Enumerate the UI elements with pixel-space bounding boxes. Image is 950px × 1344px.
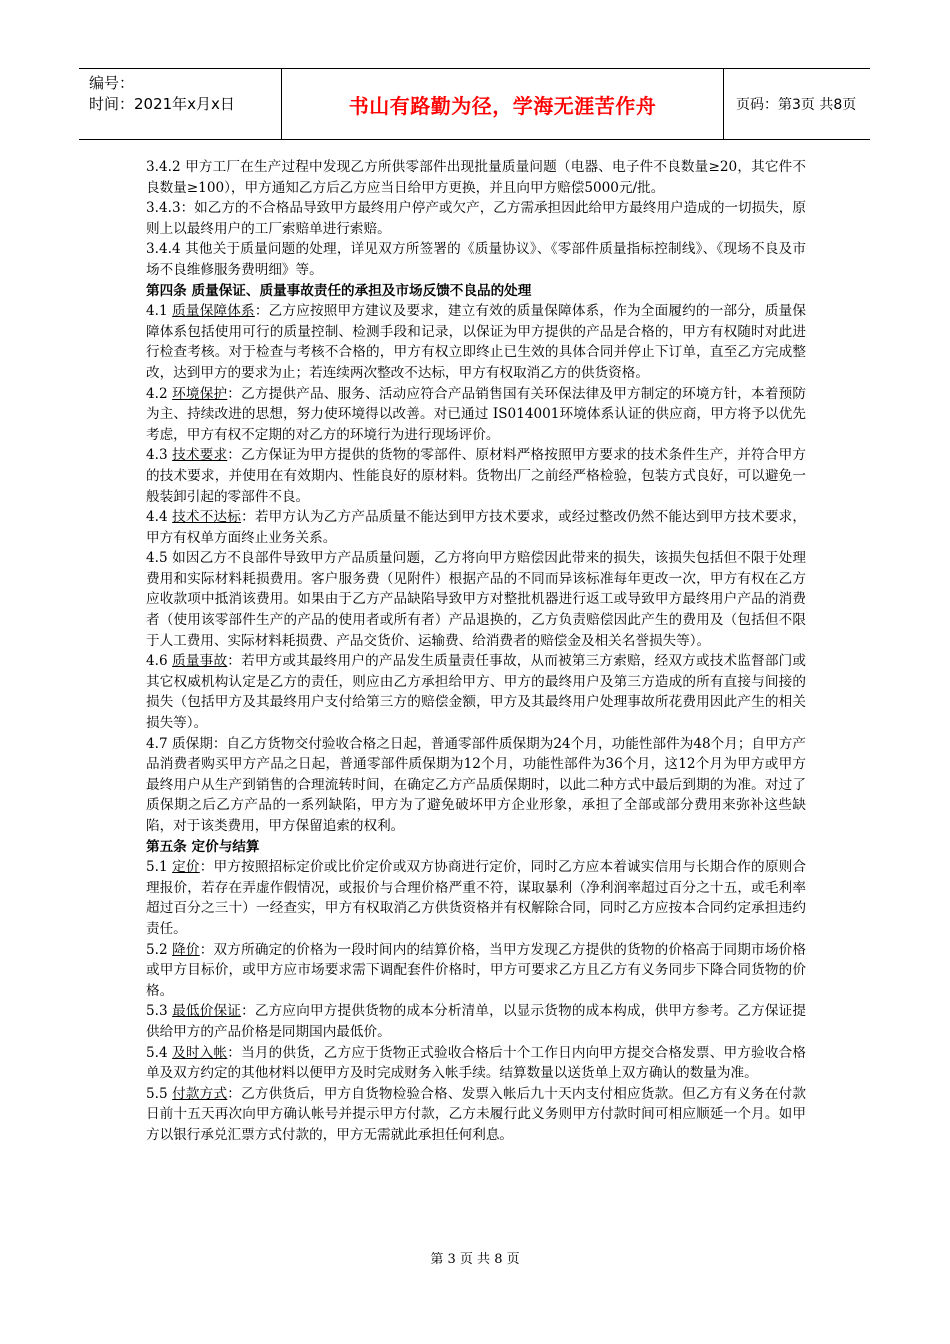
document-time-label: 时间：2021年x月x日 (89, 95, 235, 113)
clause-paragraph (146, 651, 806, 733)
clause-text: ：当月的供货，乙方应于货物正式验收合格后十个工作日内向甲方提交合格发票、甲方验收合格单及双方约定的其他材料以便甲方及时完成财务入帐手续。结算数量以送货单上双方确认的数量为准。 (146, 1044, 807, 1082)
header-motto: 书山有路勤为径，学海无涯苦作舟 (348, 93, 657, 118)
clause-paragraph (146, 157, 806, 198)
clause-text: 3.4.3：如乙方的不合格品导致甲方最终用户停产或欠产，乙方需承担因此给甲方最终用户造成的一切损失，原则上以最终用户的工厂索赔单进行索赔。 (146, 200, 806, 237)
header-page-cell (724, 69, 870, 139)
clause-paragraph (146, 734, 806, 837)
header-motto-cell (282, 69, 724, 139)
clause-title: 质量事故 (172, 653, 228, 670)
clause-paragraph (146, 301, 806, 383)
section-heading (146, 837, 806, 858)
clause-title: 技术不达标 (172, 509, 242, 526)
document-number-label: 编号： (89, 74, 135, 92)
clause-text: 4.6 (146, 653, 173, 670)
section-heading (146, 281, 806, 302)
clause-text: ：乙方保证为甲方提供的货物的零部件、原材料严格按照甲方要求的技术条件生产，并符合甲方的技术要求，并使用在有效期内、性能良好的原材料。货物出厂之前经严格检验，包装方式良好，可以避免一般装卸引起的零部件不良。 (146, 447, 807, 505)
clause-paragraph (146, 1001, 806, 1042)
clause-text: ：双方所确定的价格为一段时间内的结算价格，当甲方发现乙方提供的货物的价格高于同期市场价格或甲方目标价，或甲方应市场要求需下调配套件价格时，甲方可要求乙方且乙方有义务同步下降合同货物的价格。 (146, 941, 807, 999)
footer-page-number: 第 3 页 共 8 页 (430, 1252, 520, 1267)
clause-text: 第五条 定价与结算 (146, 838, 260, 855)
clause-text: 4.7 质保期：自乙方货物交付验收合格之日起，普通零部件质保期为24个月，功能性部件为48个月；自甲方产品消费者购买甲方产品之日起，普通零部件质保期为12个月，功能性部件为36个月，这12个月为甲方或甲方最终用户从生产到销售的合理流转时间，在确定乙方产品质保期时，以此二种方式中最后到期的为准。对过了质保期之后乙方产品的一系列缺陷，甲方为了避免破坏甲方企业形象，承担了全部或部分费用来弥补这些缺陷，对于该类费用，甲方保留追索的权利。 (146, 735, 806, 834)
clause-paragraph (146, 507, 806, 548)
clause-paragraph (146, 940, 806, 1002)
clause-text: ：乙方应按照甲方建议及要求，建立有效的质量保障体系，作为全面履约的一部分，质量保障体系包括使用可行的质量控制、检测手段和记录，以保证为甲方提供的产品是合格的，甲方有权随时对此进行检查考核。对于检查与考核不合格的，甲方有权立即终止已生效的具体合同并停止下订单，直至乙方完成整改，达到甲方的要求为止；若连续两次整改不达标，甲方有权取消乙方的供货资格。 (146, 303, 806, 381)
clause-text: ：乙方提供产品、服务、活动应符合产品销售国有关环保法律及甲方制定的环境方针，本着预防为主、持续改进的思想，努力使环境得以改善。对已通过 IS014001环境体系认证的供应商，甲方将予以优先考虑，甲方有权不定期的对乙方的环境行为进行现场评价。 (146, 385, 807, 443)
clause-title: 质量保障体系 (172, 303, 255, 320)
clause-text: ：乙方供货后，甲方自货物检验合格、发票入帐后九十天内支付相应货款。但乙方有义务在付款日前十五天再次向甲方确认帐号并提示甲方付款，乙方未履行此义务则甲方付款时间可相应顺延一个月。如甲方以银行承兑汇票方式付款的，甲方无需就此承担任何利息。 (146, 1085, 807, 1143)
clause-paragraph (146, 198, 806, 239)
page-header (79, 68, 870, 140)
clause-title: 环境保护 (172, 385, 228, 402)
clause-paragraph (146, 548, 806, 651)
document-body (146, 157, 806, 1146)
clause-title: 降价 (172, 941, 200, 958)
clause-title: 技术要求 (172, 447, 228, 464)
clause-paragraph (146, 857, 806, 939)
clause-text: ：若甲方认为乙方产品质量不能达到甲方技术要求，或经过整改仍然不能达到甲方技术要求，甲方有权单方面终止业务关系。 (146, 509, 806, 546)
clause-title: 定价 (172, 859, 200, 876)
clause-text: 4.5 如因乙方不良部件导致甲方产品质量问题，乙方将向甲方赔偿因此带来的损失，该损失包括但不限于处理费用和实际材料耗损费用。客户服务费（见附件）根据产品的不同而异该标准每年更改一次，甲方有权在乙方应收款项中抵消该费用。如果由于乙方产品缺陷导致甲方对整批机器进行返工或导致甲方最终用户产品的消费者（使用该零部件生产的产品的使用者或所有者）产品退换的，乙方负责赔偿因此产生的费用及（包括但不限于人工费用、实际材料耗损费、产品交货价、运输费、给消费者的赔偿金及相关名誉损失等）。 (146, 550, 806, 649)
clause-title: 最低价保证 (172, 1003, 242, 1020)
page-footer (0, 1248, 950, 1267)
clause-text: 3.4.4 其他关于质量问题的处理，详见双方所签署的《质量协议》、《零部件质量指标控制线》、《现场不良及市场不良维修服务费明细》等。 (146, 241, 806, 278)
clause-text: ：甲方按照招标定价或比价定价或双方协商进行定价，同时乙方应本着诚实信用与长期合作的原则合理报价，若存在弄虚作假情况，或报价与合理价格严重不符，谋取暴利（净利润率超过百分之十五，或毛利率超过百分之三十）一经查实，甲方有权取消乙方供货资格并有权解除合同，同时乙方应按本合同约定承担违约责任。 (146, 859, 807, 937)
clause-text: 4.2 (146, 385, 173, 402)
clause-text: 5.3 (146, 1003, 173, 1020)
clause-paragraph (146, 1084, 806, 1146)
header-page-info: 页码：第3页 共8页 (736, 97, 857, 113)
clause-paragraph (146, 384, 806, 446)
header-left-cell (79, 69, 282, 139)
clause-paragraph (146, 445, 806, 507)
clause-text: 4.3 (146, 447, 173, 464)
clause-paragraph (146, 1043, 806, 1084)
clause-text: ：乙方应向甲方提供货物的成本分析清单，以显示货物的成本构成，供甲方参考。乙方保证提供给甲方的产品价格是同期国内最低价。 (146, 1003, 806, 1040)
clause-title: 及时入帐 (172, 1044, 228, 1061)
clause-text: 5.1 (146, 859, 173, 876)
clause-text: 第四条 质量保证、质量事故责任的承担及市场反馈不良品的处理 (146, 282, 532, 299)
clause-title: 付款方式 (172, 1085, 228, 1102)
clause-text: 5.2 (146, 941, 173, 958)
clause-text: 4.1 (146, 303, 173, 320)
clause-text: 5.5 (146, 1085, 173, 1102)
clause-text: 3.4.2 甲方工厂在生产过程中发现乙方所供零部件出现批量质量问题（电器、电子件不良数量≥20，其它件不良数量≥100），甲方通知乙方后乙方应当日给甲方更换，并且向甲方赔偿5000元/批。 (146, 159, 806, 196)
clause-text: 4.4 (146, 509, 173, 526)
clause-text: ：若甲方或其最终用户的产品发生质量责任事故，从而被第三方索赔，经双方或技术监督部门或其它权威机构认定是乙方的责任，则应由乙方承担给甲方、甲方的最终用户及第三方造成的所有直接与间接的损失（包括甲方及其最终用户支付给第三方的赔偿金额，甲方及其最终用户处理事故所花费用因此产生的相关损失等）。 (146, 653, 807, 732)
clause-text: 5.4 (146, 1044, 173, 1061)
clause-paragraph (146, 239, 806, 280)
